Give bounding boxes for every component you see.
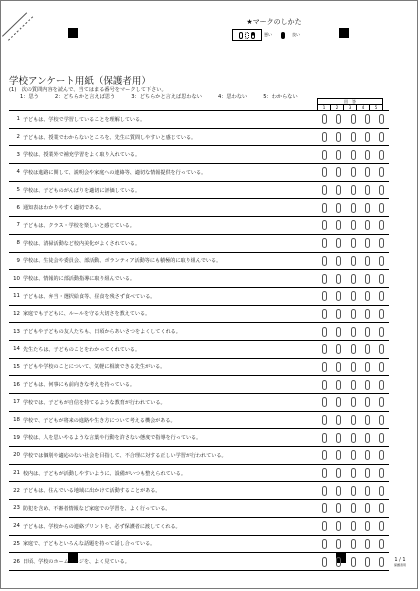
answer-bubbles <box>315 256 389 266</box>
answer-bubble[interactable] <box>365 238 370 248</box>
question-text: 学校は、清掃活動など校内美化がよくされている。 <box>22 240 141 247</box>
question-text: 子どもや子どもの友人たちも、日頃からあいさつをよくしてくれる。 <box>22 329 181 336</box>
question-row <box>9 518 389 536</box>
answer-bubble[interactable] <box>336 503 341 513</box>
answer-bubble[interactable] <box>351 114 356 124</box>
answer-bubble[interactable] <box>365 468 370 478</box>
answer-bubble[interactable] <box>365 274 370 284</box>
answer-bubble[interactable] <box>365 397 370 407</box>
answer-bubble[interactable] <box>379 380 384 390</box>
question-text: 学校は、授業外で補充学習をよく取り入れている。 <box>22 152 141 159</box>
answer-bubble[interactable] <box>351 397 356 407</box>
question-number: 2 <box>16 134 20 141</box>
answer-bubbles <box>315 433 389 443</box>
question-text: 通知表はわかりやすく適切である。 <box>22 205 105 212</box>
answer-bubble[interactable] <box>336 256 341 266</box>
question-number: 4 <box>16 169 20 176</box>
question-number: 12 <box>13 310 20 317</box>
answer-bubble[interactable] <box>336 132 341 142</box>
answer-bubble[interactable] <box>379 132 384 142</box>
answer-bubble[interactable] <box>336 433 341 443</box>
answer-bubble[interactable] <box>322 309 327 319</box>
answer-bubble[interactable] <box>336 450 341 460</box>
question-number: 5 <box>16 187 20 194</box>
answer-bubbles <box>315 114 389 124</box>
question-row <box>9 429 389 447</box>
question-text: 子どもや学校のことについて、気軽に相談できる先生がいる。 <box>22 364 166 371</box>
question-text: 校内は、子どもが活動しやすいように、設備がいつも整えられている。 <box>22 470 186 477</box>
answer-bubbles <box>315 539 389 549</box>
question-number: 22 <box>13 487 20 494</box>
answer-bubble[interactable] <box>365 450 370 460</box>
answer-bubble[interactable] <box>379 238 384 248</box>
legend-title: ★マークのしかた <box>246 18 302 26</box>
question-row <box>9 164 389 182</box>
answer-bubble[interactable] <box>336 380 341 390</box>
answer-bubble[interactable] <box>336 486 341 496</box>
answer-bubble[interactable] <box>379 220 384 230</box>
good-mark-example-icon <box>281 32 285 39</box>
question-text: 学校は、生徒会や委員会、部活動、ボランティア活動等にも積極的に取り組んでいる。 <box>22 258 222 265</box>
question-text: 学校では個別や適応のない社会を目指して、不合理に対する正しい学習が行われている。 <box>22 452 227 459</box>
answer-bubble[interactable] <box>322 185 327 195</box>
question-row <box>9 146 389 164</box>
answer-bubble[interactable] <box>336 362 341 372</box>
answer-bubble[interactable] <box>365 415 370 425</box>
answer-bubble[interactable] <box>379 468 384 478</box>
answer-bubble[interactable] <box>365 114 370 124</box>
question-row <box>9 447 389 465</box>
question-text: 先生たちは、子どものことをわかってくれている。 <box>22 346 141 353</box>
question-number: 19 <box>13 434 20 441</box>
answer-bubble[interactable] <box>379 362 384 372</box>
scale-option: 5：わからない <box>263 94 298 100</box>
answer-bubble[interactable] <box>365 557 370 567</box>
answer-bubble[interactable] <box>351 220 356 230</box>
answer-bubble[interactable] <box>322 291 327 301</box>
question-number: 11 <box>13 293 20 300</box>
question-rows <box>9 111 389 571</box>
answer-bubble[interactable] <box>336 521 341 531</box>
answer-bubble[interactable] <box>322 468 327 478</box>
question-row <box>9 182 389 200</box>
answer-bubble[interactable] <box>351 557 356 567</box>
answer-bubble[interactable] <box>322 256 327 266</box>
answer-bubbles <box>315 203 389 213</box>
scale-option: 2：どちらかと言えば思う <box>54 94 116 100</box>
question-text: 家庭で、子どもといろんな話題を持って話し合っている。 <box>22 541 156 548</box>
answer-bubble[interactable] <box>379 344 384 354</box>
page-title: 学校アンケート用紙（保護者用） <box>9 76 151 87</box>
answer-bubble[interactable] <box>336 114 341 124</box>
instruction-text: (1) 次の質問内容を読んで、当てはまる番号をマークして下さい。 <box>9 87 167 93</box>
answer-bubble[interactable] <box>351 468 356 478</box>
answer-bubbles <box>315 380 389 390</box>
answer-bubble[interactable] <box>379 557 384 567</box>
answer-number: 2 <box>331 105 344 110</box>
answer-bubbles <box>315 150 389 160</box>
question-number: 3 <box>16 151 20 158</box>
answer-bubble[interactable] <box>379 433 384 443</box>
answer-bubble[interactable] <box>322 344 327 354</box>
answer-bubble[interactable] <box>379 539 384 549</box>
answer-bubble[interactable] <box>336 415 341 425</box>
bad-mark-examples <box>232 29 262 41</box>
answer-bubble[interactable] <box>379 486 384 496</box>
answer-bubble[interactable] <box>336 167 341 177</box>
answer-bubbles <box>315 132 389 142</box>
bad-mark-example-icon <box>239 32 243 39</box>
answer-bubble[interactable] <box>351 344 356 354</box>
answer-bubbles <box>315 274 389 284</box>
question-text: 子どもは、弁当・選択給食等、昼食を残さず食べている。 <box>22 293 156 300</box>
scale-option: 1：思う <box>20 94 39 100</box>
answer-bubble[interactable] <box>351 167 356 177</box>
question-row <box>9 376 389 394</box>
answer-bubbles <box>315 309 389 319</box>
answer-bubble[interactable] <box>379 450 384 460</box>
answer-bubble[interactable] <box>351 274 356 284</box>
answer-bubble[interactable] <box>322 486 327 496</box>
question-text: 子どもは、学校で学習していることを理解している。 <box>22 116 146 123</box>
answer-bubbles <box>315 397 389 407</box>
answer-bubble[interactable] <box>379 150 384 160</box>
registration-mark-top-right <box>339 28 349 38</box>
question-row <box>9 111 389 129</box>
answer-bubble[interactable] <box>379 397 384 407</box>
answer-bubble[interactable] <box>336 327 341 337</box>
question-row <box>9 341 389 359</box>
legend-examples <box>230 29 318 41</box>
question-row <box>9 253 389 271</box>
answer-bubble[interactable] <box>351 309 356 319</box>
answer-bubble[interactable] <box>365 521 370 531</box>
answer-bubble[interactable] <box>322 327 327 337</box>
question-number: 9 <box>16 257 20 264</box>
question-row <box>9 270 389 288</box>
answer-bubbles <box>315 185 389 195</box>
question-row <box>9 199 389 217</box>
answer-bubble[interactable] <box>365 503 370 513</box>
answer-bubbles <box>315 468 389 478</box>
answer-bubble[interactable] <box>379 203 384 213</box>
answer-bubble[interactable] <box>365 539 370 549</box>
answer-bubble[interactable] <box>322 238 327 248</box>
question-text: 家庭でも子どもに、ルールを守る大切さを教えている。 <box>22 311 151 318</box>
answer-bubble[interactable] <box>365 380 370 390</box>
answer-bubble[interactable] <box>351 327 356 337</box>
questionnaire-table <box>9 98 389 571</box>
answer-bubble[interactable] <box>351 380 356 390</box>
answer-bubble[interactable] <box>351 433 356 443</box>
answer-bubble[interactable] <box>351 185 356 195</box>
answer-bubble[interactable] <box>351 203 356 213</box>
registration-mark-top-left <box>68 28 78 38</box>
bad-mark-example-icon <box>251 32 255 39</box>
question-text: 子どもは、住んでいる地域に出かけて活動することがある。 <box>22 488 161 495</box>
answer-bubble[interactable] <box>351 415 356 425</box>
marking-legend <box>230 17 318 41</box>
answer-bubble[interactable] <box>351 150 356 160</box>
question-text: 学校は、情報的に部活動指導に取り組んでいる。 <box>22 276 136 283</box>
answer-bubble[interactable] <box>365 185 370 195</box>
answer-bubble[interactable] <box>336 291 341 301</box>
answer-bubble[interactable] <box>336 539 341 549</box>
question-text: 学校は、人を思いやるような言葉や行動を許さない態度で指導を行っている。 <box>22 435 202 442</box>
answer-number: 5 <box>374 105 378 110</box>
answer-bubble[interactable] <box>365 291 370 301</box>
question-text: 学校は進路に関して、説明会や家庭への連絡等、適切な情報提供を行っている。 <box>22 169 207 176</box>
answer-bubble[interactable] <box>322 450 327 460</box>
question-row <box>9 500 389 518</box>
answer-bubble[interactable] <box>365 132 370 142</box>
answer-bubble[interactable] <box>322 203 327 213</box>
answer-bubble[interactable] <box>351 450 356 460</box>
answer-bubble[interactable] <box>379 256 384 266</box>
answer-bubbles <box>315 415 389 425</box>
answer-bubble[interactable] <box>351 362 356 372</box>
answer-bubbles <box>315 503 389 513</box>
answer-bubble[interactable] <box>365 220 370 230</box>
answer-bubble[interactable] <box>322 220 327 230</box>
answer-header-title: 回 答 <box>318 99 382 105</box>
answer-bubble[interactable] <box>336 468 341 478</box>
answer-bubble[interactable] <box>379 114 384 124</box>
question-row <box>9 217 389 235</box>
answer-bubbles <box>315 486 389 496</box>
answer-bubble[interactable] <box>365 256 370 266</box>
question-row <box>9 482 389 500</box>
answer-number: 3 <box>344 105 357 110</box>
question-row <box>9 235 389 253</box>
question-row <box>9 394 389 412</box>
answer-bubble[interactable] <box>351 256 356 266</box>
answer-bubbles <box>315 327 389 337</box>
question-row <box>9 465 389 483</box>
good-label: 良い <box>292 32 300 37</box>
question-number: 25 <box>13 540 20 547</box>
answer-bubble[interactable] <box>322 415 327 425</box>
answer-bubbles <box>315 521 389 531</box>
good-mark-example <box>276 29 290 41</box>
question-number: 1 <box>16 116 20 123</box>
question-number: 15 <box>13 363 20 370</box>
scale-option: 3：どちらかと言えば思わない <box>131 94 202 100</box>
answer-bubble[interactable] <box>336 150 341 160</box>
question-row <box>9 323 389 341</box>
question-number: 8 <box>16 240 20 247</box>
answer-bubble[interactable] <box>336 397 341 407</box>
answer-bubble[interactable] <box>336 557 341 567</box>
answer-bubble[interactable] <box>322 150 327 160</box>
question-number: 6 <box>16 204 20 211</box>
answer-bubbles <box>315 167 389 177</box>
question-text: 学校は、子どものがんばりを適切に評価している。 <box>22 187 141 194</box>
question-number: 18 <box>13 417 20 424</box>
question-text: 子どもは、学校からの連絡プリントを、必ず保護者に渡してくれる。 <box>22 523 181 530</box>
answer-bubble[interactable] <box>322 114 327 124</box>
answer-bubble[interactable] <box>351 132 356 142</box>
answer-bubble[interactable] <box>336 344 341 354</box>
question-row <box>9 129 389 147</box>
answer-bubble[interactable] <box>365 309 370 319</box>
answer-bubble[interactable] <box>365 167 370 177</box>
answer-bubble[interactable] <box>322 362 327 372</box>
answer-bubbles <box>315 291 389 301</box>
answer-bubble[interactable] <box>365 486 370 496</box>
question-row <box>9 288 389 306</box>
answer-number: 1 <box>318 105 331 110</box>
page-number: 1 / 1 <box>394 557 406 563</box>
answer-bubble[interactable] <box>379 415 384 425</box>
question-text: 学校では、子どもが自信を持てるような教育が行われている。 <box>22 399 166 406</box>
question-number: 16 <box>13 381 20 388</box>
answer-bubble[interactable] <box>365 362 370 372</box>
answer-bubble[interactable] <box>322 557 327 567</box>
question-row <box>9 412 389 430</box>
answer-bubble[interactable] <box>336 274 341 284</box>
answer-bubble[interactable] <box>379 309 384 319</box>
answer-bubbles <box>315 557 389 567</box>
answer-bubble[interactable] <box>351 539 356 549</box>
answer-bubbles <box>315 238 389 248</box>
answer-number: 4 <box>357 105 370 110</box>
answer-bubble[interactable] <box>322 539 327 549</box>
bad-mark-example-icon <box>245 32 249 39</box>
question-row <box>9 306 389 324</box>
answer-bubble[interactable] <box>379 503 384 513</box>
answer-bubble[interactable] <box>336 185 341 195</box>
question-text: 子どもは、授業でわからないところを、先生に質問しやすいと感じている。 <box>22 134 197 141</box>
question-text: 学校で、子どもが将来の進路や生き方について考える機会がある。 <box>22 417 176 424</box>
answer-header <box>317 98 383 110</box>
question-number: 10 <box>13 275 20 282</box>
answer-bubble[interactable] <box>379 167 384 177</box>
answer-bubble[interactable] <box>379 274 384 284</box>
answer-bubble[interactable] <box>365 150 370 160</box>
answer-bubbles <box>315 344 389 354</box>
question-number: 7 <box>16 222 20 229</box>
question-number: 21 <box>13 470 20 477</box>
answer-bubble[interactable] <box>379 185 384 195</box>
answer-bubble[interactable] <box>351 503 356 513</box>
question-number: 23 <box>13 505 20 512</box>
question-number: 13 <box>13 328 20 335</box>
answer-bubble[interactable] <box>365 203 370 213</box>
answer-bubbles <box>315 220 389 230</box>
answer-bubble[interactable] <box>322 503 327 513</box>
question-number: 24 <box>13 523 20 530</box>
question-text: 日頃、学校のホームページを、よく見ている。 <box>22 559 130 566</box>
question-text: 子どもは、クラス・学校を楽しいと感じている。 <box>22 222 135 229</box>
answer-bubble[interactable] <box>322 397 327 407</box>
question-row <box>9 553 389 571</box>
question-text: 防犯を含め、不審者情報など家庭での学習を、よく行っている。 <box>22 505 171 512</box>
answer-bubble[interactable] <box>336 220 341 230</box>
answer-bubble[interactable] <box>351 291 356 301</box>
answer-bubble[interactable] <box>379 327 384 337</box>
answer-bubble[interactable] <box>322 521 327 531</box>
answer-bubble[interactable] <box>365 344 370 354</box>
page-footer <box>394 557 406 567</box>
question-number: 14 <box>13 346 20 353</box>
question-row <box>9 359 389 377</box>
question-text: 子どもは、何事にも前向きな考えを持っている。 <box>22 382 136 389</box>
answer-bubbles <box>315 450 389 460</box>
answer-bubble[interactable] <box>379 291 384 301</box>
table-header <box>9 98 389 111</box>
page-subtitle: 保護者用 <box>393 563 406 567</box>
answer-bubble[interactable] <box>336 238 341 248</box>
answer-bubble[interactable] <box>322 274 327 284</box>
answer-bubble[interactable] <box>322 132 327 142</box>
answer-bubble[interactable] <box>322 380 327 390</box>
question-number: 17 <box>13 399 20 406</box>
bad-label: 悪い <box>264 32 272 37</box>
scale-option: 4：思わない <box>218 94 248 100</box>
answer-bubble[interactable] <box>379 521 384 531</box>
answer-bubble[interactable] <box>322 167 327 177</box>
answer-bubble[interactable] <box>322 433 327 443</box>
question-number: 26 <box>13 558 20 565</box>
answer-numbers <box>318 105 382 110</box>
answer-bubble[interactable] <box>336 309 341 319</box>
answer-bubble[interactable] <box>351 486 356 496</box>
question-number: 20 <box>13 452 20 459</box>
answer-bubble[interactable] <box>336 203 341 213</box>
answer-bubble[interactable] <box>365 327 370 337</box>
answer-bubbles <box>315 362 389 372</box>
answer-bubble[interactable] <box>365 433 370 443</box>
answer-bubble[interactable] <box>351 238 356 248</box>
answer-bubble[interactable] <box>351 521 356 531</box>
question-row <box>9 536 389 554</box>
